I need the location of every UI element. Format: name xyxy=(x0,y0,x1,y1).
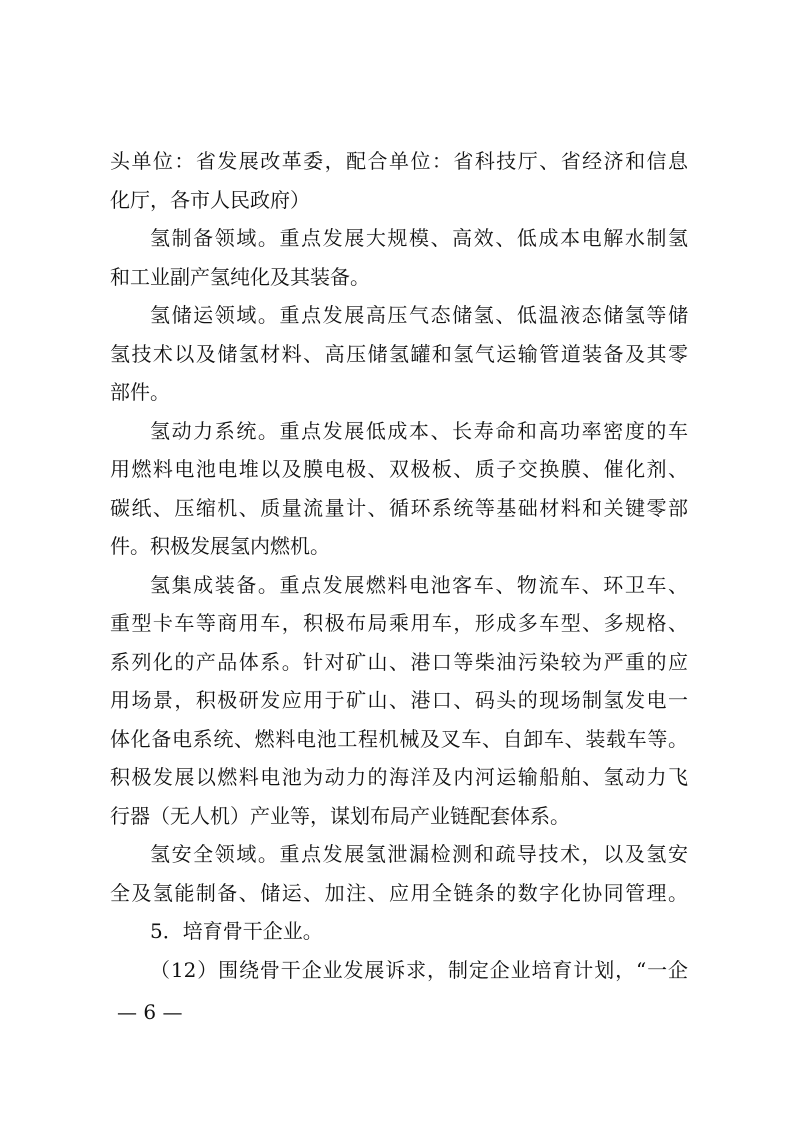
text-line: 氢储运领域。重点发展高压气态储氢、低温液态储氢等储 xyxy=(150,303,688,327)
text-line: 碳纸、压缩机、质量流量计、循环系统等基础材料和关键零部 xyxy=(110,495,688,520)
text-line: 氢集成装备。重点发展燃料电池客车、物流车、环卫车、 xyxy=(150,572,688,597)
text-line: 氢制备领域。重点发展大规模、高效、低成本电解水制氢 xyxy=(150,226,688,250)
section-heading: 5．培育骨干企业。 xyxy=(150,919,323,943)
text-line: 氢动力系统。重点发展低成本、长寿命和高功率密度的车 xyxy=(150,418,688,443)
text-line: 体化备电系统、燃料电池工程机械及叉车、自卸车、装载车等。 xyxy=(110,726,688,751)
text-line: 用场景，积极研发应用于矿山、港口、码头的现场制氢发电一 xyxy=(110,688,688,712)
text-line: 积极发展以燃料电池为动力的海洋及内河运输船舶、氢动力飞 xyxy=(110,765,688,789)
text-line: 用燃料电池电堆以及膜电极、双极板、质子交换膜、催化剂、 xyxy=(110,457,688,481)
text-line: 件。积极发展氢内燃机。 xyxy=(110,534,330,558)
text-line: 全及氢能制备、储运、加注、应用全链条的数字化协同管理。 xyxy=(110,880,688,905)
page-number: — 6 — xyxy=(117,1000,183,1024)
text-line: 重型卡车等商用车，积极布局乘用车，形成多车型、多规格、 xyxy=(110,611,688,635)
text-line: 系列化的产品体系。针对矿山、港口等柴油污染较为严重的应 xyxy=(110,649,688,674)
text-line: 氢技术以及储氢材料、高压储氢罐和氢气运输管道装备及其零 xyxy=(110,341,688,366)
body-text xyxy=(110,142,688,989)
text-line: 行器（无人机）产业等，谋划布局产业链配套体系。 xyxy=(110,803,570,828)
text-line: 和工业副产氢纯化及其装备。 xyxy=(110,264,370,289)
text-line: （12）围绕骨干企业发展诉求，制定企业培育计划，“一企 xyxy=(150,957,688,982)
text-line: 头单位：省发展改革委，配合单位：省科技厅、省经济和信息 xyxy=(110,149,688,173)
text-line: 部件。 xyxy=(110,380,170,404)
text-line: 化厅，各市人民政府） xyxy=(110,187,310,212)
text-line: 氢安全领域。重点发展氢泄漏检测和疏导技术，以及氢安 xyxy=(150,842,688,866)
